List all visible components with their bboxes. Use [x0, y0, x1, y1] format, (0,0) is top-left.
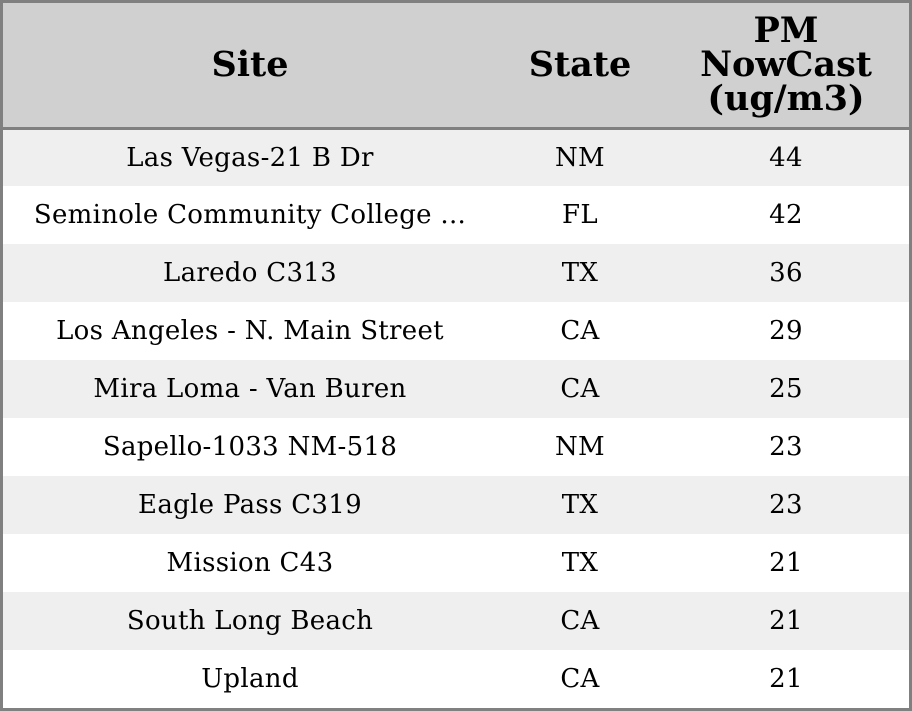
- cell-site: Upland: [201, 664, 299, 694]
- cell-state: CA: [560, 374, 600, 404]
- table-row: [3, 186, 909, 244]
- cell-site: Eagle Pass C319: [138, 490, 362, 520]
- pm-nowcast-table: [3, 3, 909, 708]
- cell-state: FL: [562, 200, 598, 230]
- header-pm-line3: (ug/m3): [707, 77, 865, 119]
- table-row: [3, 650, 909, 708]
- cell-state: TX: [561, 548, 599, 578]
- table-header: [3, 3, 909, 128]
- cell-state: NM: [555, 432, 605, 462]
- cell-state: TX: [561, 490, 599, 520]
- cell-pm: 21: [769, 548, 803, 578]
- cell-site: Seminole Community College ...: [33, 200, 467, 230]
- cell-pm: 42: [769, 200, 803, 230]
- cell-state: TX: [561, 258, 599, 288]
- table-row: [3, 244, 909, 302]
- cell-site: Los Angeles - N. Main Street: [56, 316, 444, 346]
- table-row: [3, 534, 909, 592]
- cell-pm: 21: [769, 606, 803, 636]
- cell-state: CA: [560, 664, 600, 694]
- cell-state: NM: [555, 142, 605, 173]
- header-pm-line2: NowCast: [700, 43, 872, 85]
- cell-site: Las Vegas-21 B Dr: [126, 142, 374, 173]
- table-row: [3, 476, 909, 534]
- header-site: Site: [3, 3, 497, 128]
- header-pm-line1: PM: [753, 9, 819, 51]
- header-pm-nowcast: [663, 3, 909, 128]
- cell-site: Laredo C313: [163, 258, 337, 288]
- cell-state: CA: [560, 316, 600, 346]
- table-row: [3, 418, 909, 476]
- table-row: [3, 128, 909, 186]
- cell-pm: 36: [769, 258, 803, 288]
- cell-pm: 21: [769, 664, 803, 694]
- table-row: [3, 360, 909, 418]
- header-row: [3, 3, 909, 128]
- table-row: [3, 302, 909, 360]
- cell-site: Mission C43: [166, 548, 334, 578]
- cell-state: CA: [560, 606, 600, 636]
- cell-site: Sapello-1033 NM-518: [102, 432, 398, 462]
- cell-site: South Long Beach: [126, 606, 374, 636]
- table-row: [3, 592, 909, 650]
- cell-pm: 25: [769, 374, 803, 404]
- header-state: State: [497, 3, 663, 128]
- cell-pm: 23: [769, 432, 803, 462]
- cell-pm: 23: [769, 490, 803, 520]
- table-body: [3, 128, 909, 708]
- cell-pm: 44: [769, 142, 803, 173]
- cell-pm: 29: [769, 316, 803, 346]
- cell-site: Mira Loma - Van Buren: [93, 374, 407, 404]
